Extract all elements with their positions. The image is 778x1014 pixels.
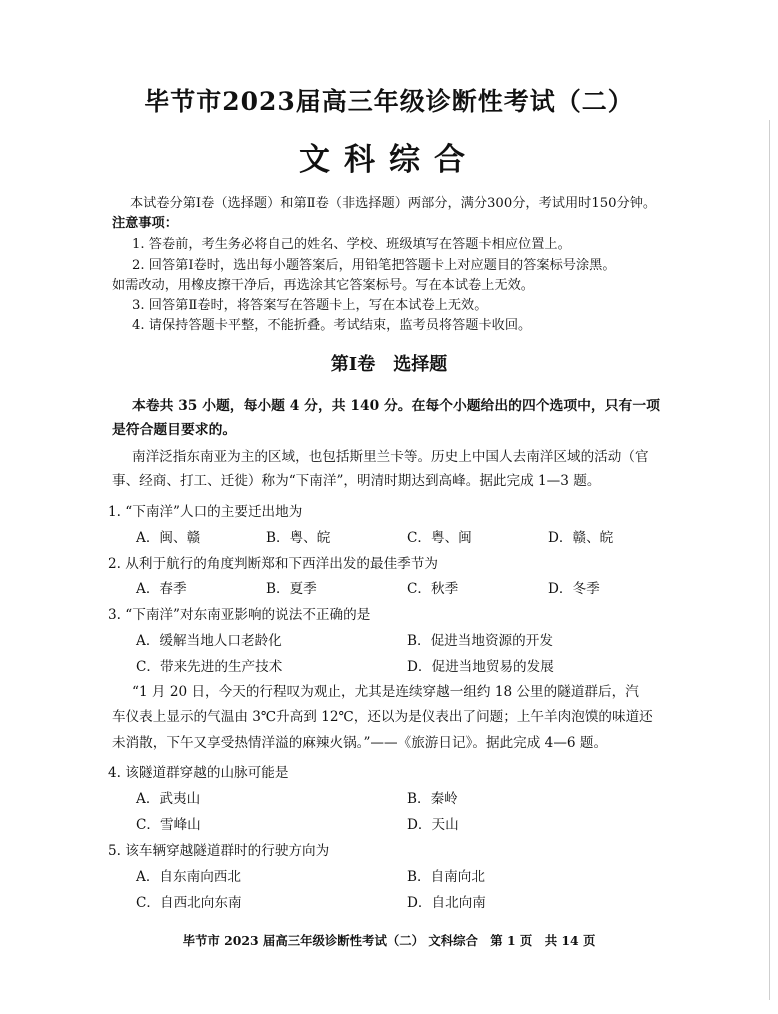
q2-option-c: C．秋季 <box>407 581 459 597</box>
subject-title: 文科综合 <box>299 142 479 178</box>
question-3: 3. “下南洋”对东南亚影响的说法不正确的是 <box>108 607 371 623</box>
exam-title: 毕节市2023届高三年级诊断性考试（二） <box>144 87 634 116</box>
q1-option-d: D．赣、皖 <box>548 530 614 546</box>
scan-edge-line <box>769 120 770 1000</box>
passage1-line2: 事、经商、打工、迁徙）称为“下南洋”，明清时期达到高峰。据此完成 1—3 题。 <box>112 473 601 489</box>
passage2-line3: 未消散，下午又享受热情洋溢的麻辣火锅。”——《旅游日记》。据此完成 4—6 题。 <box>112 735 608 751</box>
q5-option-a: A．自东南向西北 <box>136 869 241 885</box>
passage1-line1: 南洋泛指东南亚为主的区域，也包括斯里兰卡等。历史上中国人去南洋区域的活动（官 <box>132 449 649 465</box>
notes-heading: 注意事项： <box>112 216 178 231</box>
q3-option-b: B．促进当地资源的开发 <box>407 633 553 649</box>
section-instruction-1: 本卷共 35 小题，每小题 4 分，共 140 分。在每个小题给出的四个选项中，只有一项 <box>132 398 660 414</box>
q5-option-b: B．自南向北 <box>407 869 485 885</box>
section-title: 第Ⅰ卷 选择题 <box>330 354 448 375</box>
q1-option-c: C．粤、闽 <box>407 530 472 546</box>
q5-option-d: D．自北向南 <box>407 895 486 911</box>
note-1: 1. 答卷前，考生务必将自己的姓名、学校、班级填写在答题卡相应位置上。 <box>132 237 571 252</box>
question-1: 1. “下南洋”人口的主要迁出地为 <box>108 504 303 520</box>
q1-option-b: B．粤、皖 <box>266 530 331 546</box>
q2-option-a: A．春季 <box>136 581 187 597</box>
q1-option-a: A．闽、赣 <box>136 530 201 546</box>
q3-option-c: C．带来先进的生产技术 <box>136 659 283 675</box>
q3-option-d: D．促进当地贸易的发展 <box>407 659 554 675</box>
section-instruction-2: 是符合题目要求的。 <box>112 422 237 438</box>
note-2b: 如需改动，用橡皮擦干净后，再选涂其它答案标号。写在本试卷上无效。 <box>112 278 534 293</box>
q3-option-a: A．缓解当地人口老龄化 <box>136 633 282 649</box>
q2-option-b: B．夏季 <box>266 581 317 597</box>
q5-option-c: C．自西北向东南 <box>136 895 242 911</box>
passage2-line2: 车仪表上显示的气温由 3℃升高到 12℃，还以为是仪表出了问题；上午羊肉泡馍的味道还 <box>112 709 653 725</box>
question-4: 4. 该隧道群穿越的山脉可能是 <box>108 765 289 781</box>
q4-option-a: A．武夷山 <box>136 791 201 807</box>
q4-option-b: B．秦岭 <box>407 791 458 807</box>
note-4: 4. 请保持答题卡平整，不能折叠。考试结束，监考员将答题卡收回。 <box>132 318 532 333</box>
q4-option-d: D．天山 <box>407 817 459 833</box>
question-5: 5. 该车辆穿越隧道群时的行驶方向为 <box>108 843 330 859</box>
intro-line: 本试卷分第Ⅰ卷（选择题）和第Ⅱ卷（非选择题）两部分，满分300分，考试用时150分钟。 <box>130 196 657 211</box>
page-footer: 毕节市 2023 届高三年级诊断性考试（二） 文科综合 第 1 页 共 14 页 <box>182 933 596 948</box>
note-3: 3. 回答第Ⅱ卷时，将答案写在答题卡上，写在本试卷上无效。 <box>132 298 488 313</box>
passage2-line1: “1 月 20 日，今天的行程叹为观止，尤其是连续穿越一组约 18 公里的隧道群后，汽 <box>132 684 639 700</box>
q2-option-d: D．冬季 <box>548 581 600 597</box>
q4-option-c: C．雪峰山 <box>136 817 201 833</box>
note-2a: 2. 回答第Ⅰ卷时，选出每小题答案后，用铅笔把答题卡上对应题目的答案标号涂黑。 <box>132 258 616 273</box>
question-2: 2. 从利于航行的角度判断郑和下西洋出发的最佳季节为 <box>108 556 438 572</box>
